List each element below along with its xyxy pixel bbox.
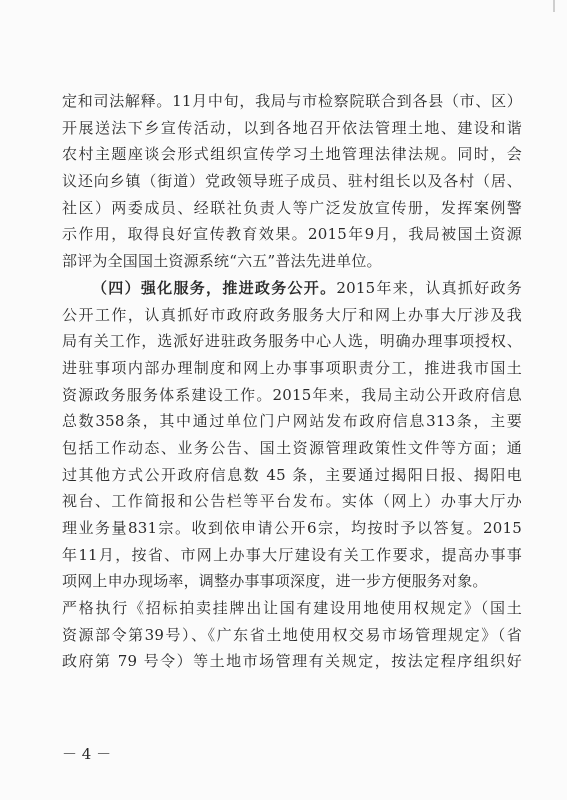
text-line: 公开工作，认真抓好市政府政务服务大厅和网上办事大厅涉及我 xyxy=(62,305,522,324)
section-heading-line xyxy=(62,275,522,302)
page-number: － 4 － xyxy=(62,745,112,763)
text-line: 过其他方式公开政府信息数 45 条，主要通过揭阳日报、揭阳电 xyxy=(62,465,522,484)
text-line: 局有关工作，选派好进驻政务服务中心人选，明确办理事项授权、 xyxy=(62,332,522,351)
text-line: 议还向乡镇（街道）党政领导班子成员、驻村组长以及各村（居、 xyxy=(62,172,522,191)
text-line: 严格执行《招标拍卖挂牌出让国有建设用地使用权规定》（国土 xyxy=(62,599,522,618)
text-line: 年11月，按省、市网上办事大厅建设有关工作要求，提高办事事 xyxy=(62,545,522,564)
text-line: 项网上申办现场率，调整办事事项深度，进一步方便服务对象。 xyxy=(62,572,488,591)
text-line: 部评为全国国土资源系统“六五”普法先进单位。 xyxy=(62,252,382,271)
text-line: 示作用，取得良好宣传教育效果。2015年9月，我局被国土资源 xyxy=(62,225,522,244)
text-line: 政府第 79 号令）等土地市场管理有关规定，按法定程序组织好 xyxy=(62,652,522,671)
section-heading-continuation: 2015年来，认真抓好政务 xyxy=(336,278,522,297)
text-line: 理业务量831宗。收到依申请公开6宗，均按时予以答复。2015 xyxy=(62,519,522,537)
section-heading: （四）强化服务，推进政务公开。 xyxy=(92,278,337,297)
text-line: 进驻事项内部办理制度和网上办事事项职责分工，推进我市国土 xyxy=(62,358,522,377)
text-line: 资源部令第39号）、《广东省土地使用权交易市场管理规定》（省 xyxy=(62,625,522,644)
text-line: 总数358条，其中通过单位门户网站发布政府信息313条，主要 xyxy=(62,412,522,431)
body-text xyxy=(62,88,522,675)
text-line: 开展送法下乡宣传活动，以到各地召开依法管理土地、建设和谐 xyxy=(62,118,522,137)
text-line: 视台、工作简报和公告栏等平台发布。实体（网上）办事大厅办 xyxy=(62,492,522,511)
text-line: 社区）两委成员、经联社负责人等广泛发放宣传册，发挥案例警 xyxy=(62,198,522,217)
text-line: 定和司法解释。11月中旬，我局与市检察院联合到各县（市、区） xyxy=(62,92,522,110)
text-line: 农村主题座谈会形式组织宣传学习土地管理法律法规。同时，会 xyxy=(62,145,522,164)
scan-mark xyxy=(553,0,555,12)
text-line: 资源政务服务体系建设工作。2015年来，我局主动公开政府信息 xyxy=(62,385,522,404)
text-line: 包括工作动态、业务公告、国土资源管理政策性文件等方面；通 xyxy=(62,438,522,457)
